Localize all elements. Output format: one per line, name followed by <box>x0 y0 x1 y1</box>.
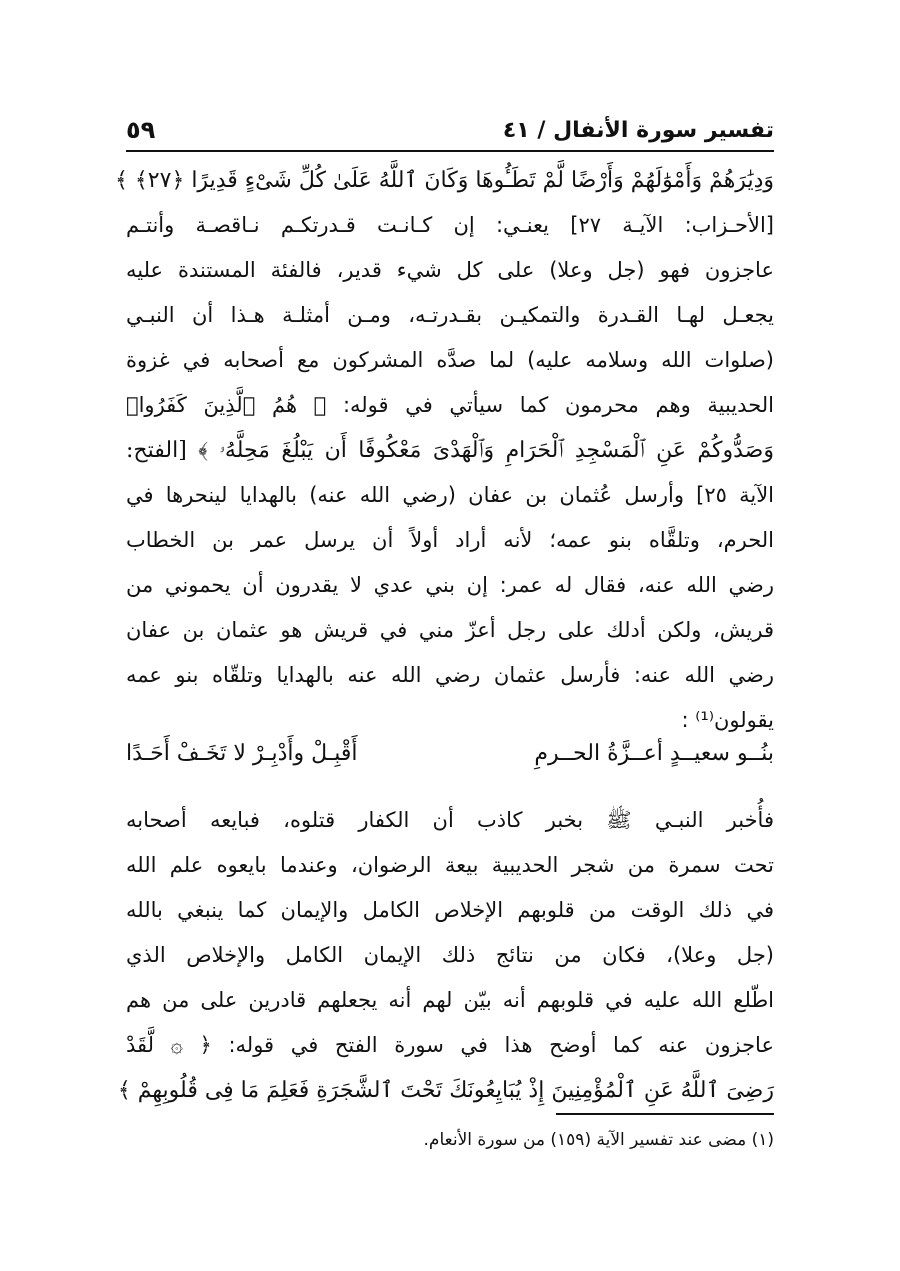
poem-verse <box>126 728 774 778</box>
paragraph-2 <box>117 798 774 1113</box>
page-number: ٥٩ <box>126 116 156 144</box>
running-title: تفسير سورة الأنفال / ٤١ <box>502 117 774 143</box>
paragraph-1 <box>115 158 775 743</box>
text-line: (جل وعلا)، فكان من نتائج ذلك الإيمان الكامل والإخلاص الذي <box>126 943 774 967</box>
text-line: رَضِىَ ٱللَّهُ عَنِ ٱلْمُؤْمِنِينَ إِذْ يُبَايِعُونَكَ تَحْتَ ٱلشَّجَرَةِ فَعَلِمَ مَا فِى قُلُوبِهِمْ ﴾ <box>117 1078 774 1103</box>
text-line: يجعـل لهـا القـدرة والتمكيـن بقـدرتـه، ومـن أمثلـة هـذا أن النبـي <box>126 303 774 327</box>
text-line: قريش، ولكن أدلك على رجل أعزّ مني في قريش هو عثمان بن عفان <box>126 618 774 642</box>
text-line: عاجزون فهو (جل وعلا) على كل شيء قدير، فالفئة المستندة عليه <box>126 258 774 282</box>
footnote: (١) مضى عند تفسير الآية (١٥٩) من سورة الأنعام. <box>423 1130 774 1150</box>
text-line: في ذلك الوقت من قلوبهم الإخلاص الكامل والإيمان كما ينبغي بالله <box>126 898 774 922</box>
text-line: الحرم، وتلقَّاه بنو عمه؛ لأنه أراد أولاً أن يرسل عمر بن الخطاب <box>126 528 774 552</box>
text-line: رضي الله عنه، فقال له عمر: إن بني عدي لا يقدرون أن يحموني من <box>126 573 774 597</box>
text-line: اطّلع الله عليه في قلوبهم أنه بيّن لهم أنه يجعلهم قادرين على من هم <box>126 988 774 1012</box>
text-line: وَصَدُّوكُمْ عَنِ ٱلْمَسْجِدِ ٱلْحَرَامِ وَٱلْهَدْىَ مَعْكُوفًا أَن يَبْلُغَ مَحِلَّهُۥ ﴾ [الفتح: <box>126 438 774 463</box>
text-line: عاجزون عنه كما أوضح هذا في سورة الفتح في قوله: ﴿ ۞ لَّقَدْ <box>126 1033 774 1057</box>
poem-hemistich-right: بنُــو سعيــدٍ أعــزَّةُ الحــرمِ <box>534 740 774 766</box>
header-rule <box>126 150 774 152</box>
text-line: رضي الله عنه: فأرسل عثمان رضي الله عنه بالهدايا وتلقّاه بنو عمه <box>126 663 774 687</box>
text-line: الحديبية وهم محرمون كما سيأتي في قوله: ﴿ هُمُ ٱلَّذِينَ كَفَرُوا۟ <box>126 393 774 417</box>
poem-hemistich-left: أَقْبِـلْ وأَدْبِـرْ لا تَخَـفْ أَحَـدًا <box>126 740 358 766</box>
text-line: (صلوات الله وسلامه عليه) لما صدَّه المشركون مع أصحابه في غزوة <box>126 348 774 372</box>
text-line: يقولون⁽¹⁾ : <box>681 708 774 732</box>
text-line: فأُخبر النبـي ﷺ بخبر كاذب أن الكفار قتلوه، فبايعه أصحابه <box>126 808 774 832</box>
text-line: تحت سمرة من شجر الحديبية بيعة الرضوان، وعندما بايعوه علم الله <box>126 853 774 877</box>
text-line: [الأحـزاب: الآيـة ٢٧] يعنـي: إن كـانـت قـدرتكـم نـاقصـة وأنتـم <box>126 213 774 237</box>
footnote-rule <box>556 1113 774 1115</box>
text-line: الآية ٢٥] وأرسل عُثمان بن عفان (رضي الله عنه) بالهدايا لينحرها في <box>126 483 775 507</box>
text-line: وَدِيَٰرَهُمْ وَأَمْوَٰلَهُمْ وَأَرْضًا لَّمْ تَطَـُٔوهَا وَكَانَ ٱللَّهُ عَلَىٰ كُلِّ شَىْءٍ قَدِيرًا ﴿٢٧﴾ ﴾ <box>115 168 774 193</box>
page-header <box>126 110 774 150</box>
